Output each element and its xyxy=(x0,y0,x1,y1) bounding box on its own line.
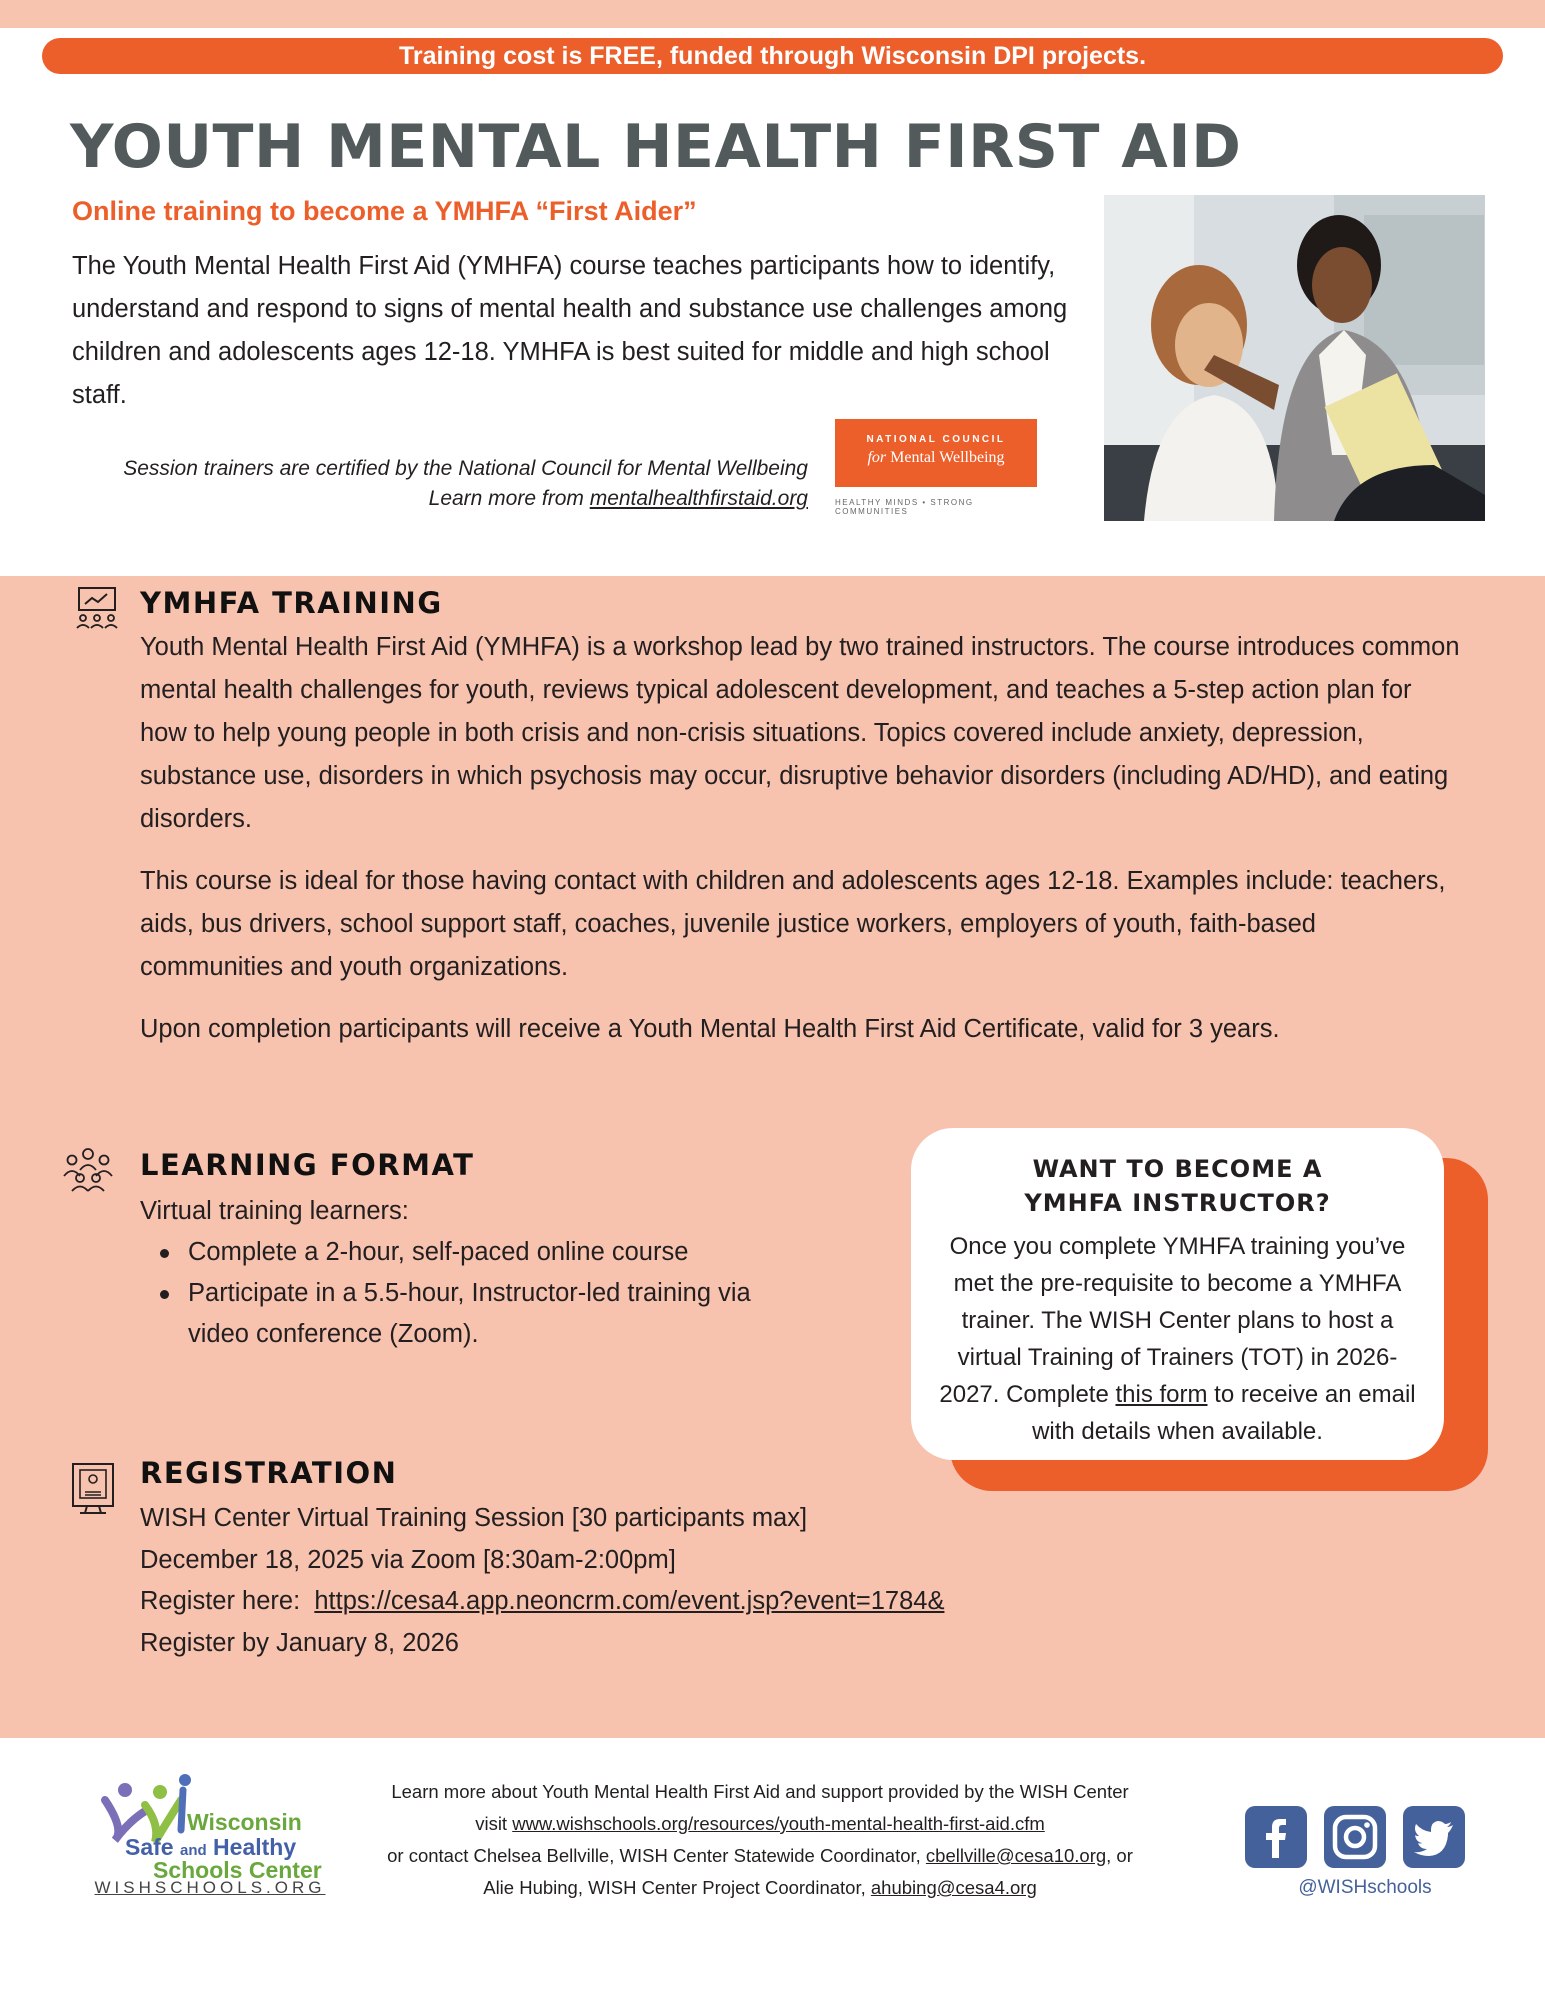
wish-logo-line-3: Schools Center xyxy=(153,1857,322,1880)
national-council-logo xyxy=(835,419,1037,487)
footer-line-1: Learn more about Youth Mental Health First Aid and support provided by the WISH Center xyxy=(391,1781,1129,1802)
nc-logo-line-2 xyxy=(835,445,1037,467)
nc-logo-wellbeing: Mental Wellbeing xyxy=(886,449,1005,466)
registration-session: WISH Center Virtual Training Session [30 participants max] xyxy=(140,1504,808,1532)
group-icon xyxy=(60,1146,116,1192)
page-title: YOUTH MENTAL HEALTH FIRST AID xyxy=(70,112,1242,182)
subtitle: Online training to become a YMHFA “First Aider” xyxy=(72,196,697,226)
instructor-title-line-1: WANT TO BECOME A xyxy=(1032,1155,1323,1183)
footer-line-4 xyxy=(340,1872,1180,1904)
wish-logo-healthy: Healthy xyxy=(206,1834,297,1860)
instructor-title xyxy=(911,1152,1444,1220)
wish-logo-line-1: Wisconsin xyxy=(187,1809,302,1835)
registration-icon xyxy=(70,1462,118,1516)
instructor-title-line-2: YMHFA INSTRUCTOR? xyxy=(1024,1189,1331,1217)
ahubing-email-link[interactable]: ahubing@cesa4.org xyxy=(870,1877,1037,1898)
register-prefix: Register here: xyxy=(140,1587,315,1615)
training-paragraph-2: This course is ideal for those having contact with children and adolescents ages 12-18. Examples include: teachers, aids, bus drivers, school support staff, coaches, juvenile justice workers, employers of youth, faith-based communities and youth organizations. xyxy=(140,867,1446,981)
format-item-1: Complete a 2-hour, self-paced online course xyxy=(140,1232,780,1273)
social-handle[interactable]: @WISHschools xyxy=(1298,1877,1432,1898)
presentation-icon xyxy=(74,586,120,630)
footer-or: , or xyxy=(1106,1845,1133,1866)
format-heading: LEARNING FORMAT xyxy=(140,1148,475,1182)
footer-visit: visit xyxy=(475,1813,513,1834)
certification-note xyxy=(70,454,808,514)
footer-line-3 xyxy=(340,1840,1180,1872)
wish-url[interactable]: WISHSCHOOLS.ORG xyxy=(94,1878,326,1897)
intro-paragraph: The Youth Mental Health First Aid (YMHFA) course teaches participants how to identify, understand and respond to signs of mental health and substance use challenges among children and adolescents ages 12-18. YMHFA is best suited for middle and high school staff. xyxy=(72,252,1068,409)
nc-logo-for: for xyxy=(867,449,887,466)
registration-details xyxy=(140,1498,944,1664)
training-heading: YMHFA TRAINING xyxy=(140,586,443,620)
footer-line-2 xyxy=(340,1808,1180,1840)
training-photo xyxy=(1104,195,1485,521)
mhfa-link[interactable]: mentalhealthfirstaid.org xyxy=(589,487,808,510)
footer-contact-chelsea: or contact Chelsea Bellville, WISH Center Statewide Coordinator, xyxy=(387,1845,926,1866)
nc-logo-line-1: NATIONAL COUNCIL xyxy=(866,434,1006,445)
free-banner: Training cost is FREE, funded through Wisconsin DPI projects. xyxy=(42,38,1503,74)
instructor-body-start: Once you complete YMHFA training you’ve met the pre-requisite to become a YMHFA trainer. The WISH Center plans to host a virtual Training of Trainers (TOT) in 2026-2027. Complete xyxy=(939,1233,1406,1408)
top-band xyxy=(0,0,1545,28)
photo-illustration xyxy=(1104,195,1485,521)
cert-line-1: Session trainers are certified by the National Council for Mental Wellbeing xyxy=(123,457,808,480)
instructor-body xyxy=(931,1228,1424,1450)
training-paragraph-3: Upon completion participants will receive a Youth Mental Health First Aid Certificate, valid for 3 years. xyxy=(140,1015,1280,1043)
footer-contact-alie: Alie Hubing, WISH Center Project Coordinator, xyxy=(483,1877,871,1898)
cert-line-2 xyxy=(70,484,808,514)
this-form-link[interactable]: this form xyxy=(1115,1381,1208,1408)
twitter-icon[interactable] xyxy=(1403,1806,1465,1868)
wish-resource-link[interactable]: www.wishschools.org/resources/youth-mental-health-first-aid.cfm xyxy=(512,1813,1045,1834)
registration-deadline: Register by January 8, 2026 xyxy=(140,1628,459,1657)
format-item-2: Participate in a 5.5-hour, Instructor-led training via video conference (Zoom). xyxy=(140,1273,780,1355)
nc-logo-tagline: HEALTHY MINDS • STRONG COMMUNITIES xyxy=(835,498,974,516)
cert-prefix: Learn more from xyxy=(428,487,590,510)
format-list xyxy=(140,1232,780,1355)
format-lead: Virtual training learners: xyxy=(140,1197,409,1225)
registration-link[interactable]: https://cesa4.app.neoncrm.com/event.jsp?event=1784& xyxy=(314,1587,945,1615)
registration-date: December 18, 2025 via Zoom [8:30am-2:00pm] xyxy=(140,1545,676,1574)
wish-logo-mark xyxy=(85,1770,335,1880)
instagram-icon[interactable] xyxy=(1324,1806,1386,1868)
wish-logo-and: and xyxy=(179,1842,207,1859)
wish-logo-safe: Safe xyxy=(125,1834,180,1860)
instructor-callout xyxy=(911,1128,1444,1460)
registration-link-line xyxy=(140,1581,944,1623)
training-paragraph-1: Youth Mental Health First Aid (YMHFA) is a workshop lead by two trained instructors. The course introduces common mental health challenges for youth, reviews typical adolescent development, and teaches a 5-step action plan for how to help young people in both crisis and non-crisis situations. Topics covered include anxiety, depression, substance use, disorders in which psychosis may occur, disruptive behavior disorders (including AD/HD), and eating disorders. xyxy=(140,633,1460,833)
cbellville-email-link[interactable]: cbellville@cesa10.org xyxy=(925,1845,1107,1866)
registration-heading: REGISTRATION xyxy=(140,1456,398,1490)
instructor-body-end: to receive an email with details when available. xyxy=(1032,1381,1416,1445)
facebook-icon[interactable] xyxy=(1245,1806,1307,1868)
footer-contact xyxy=(340,1776,1180,1904)
